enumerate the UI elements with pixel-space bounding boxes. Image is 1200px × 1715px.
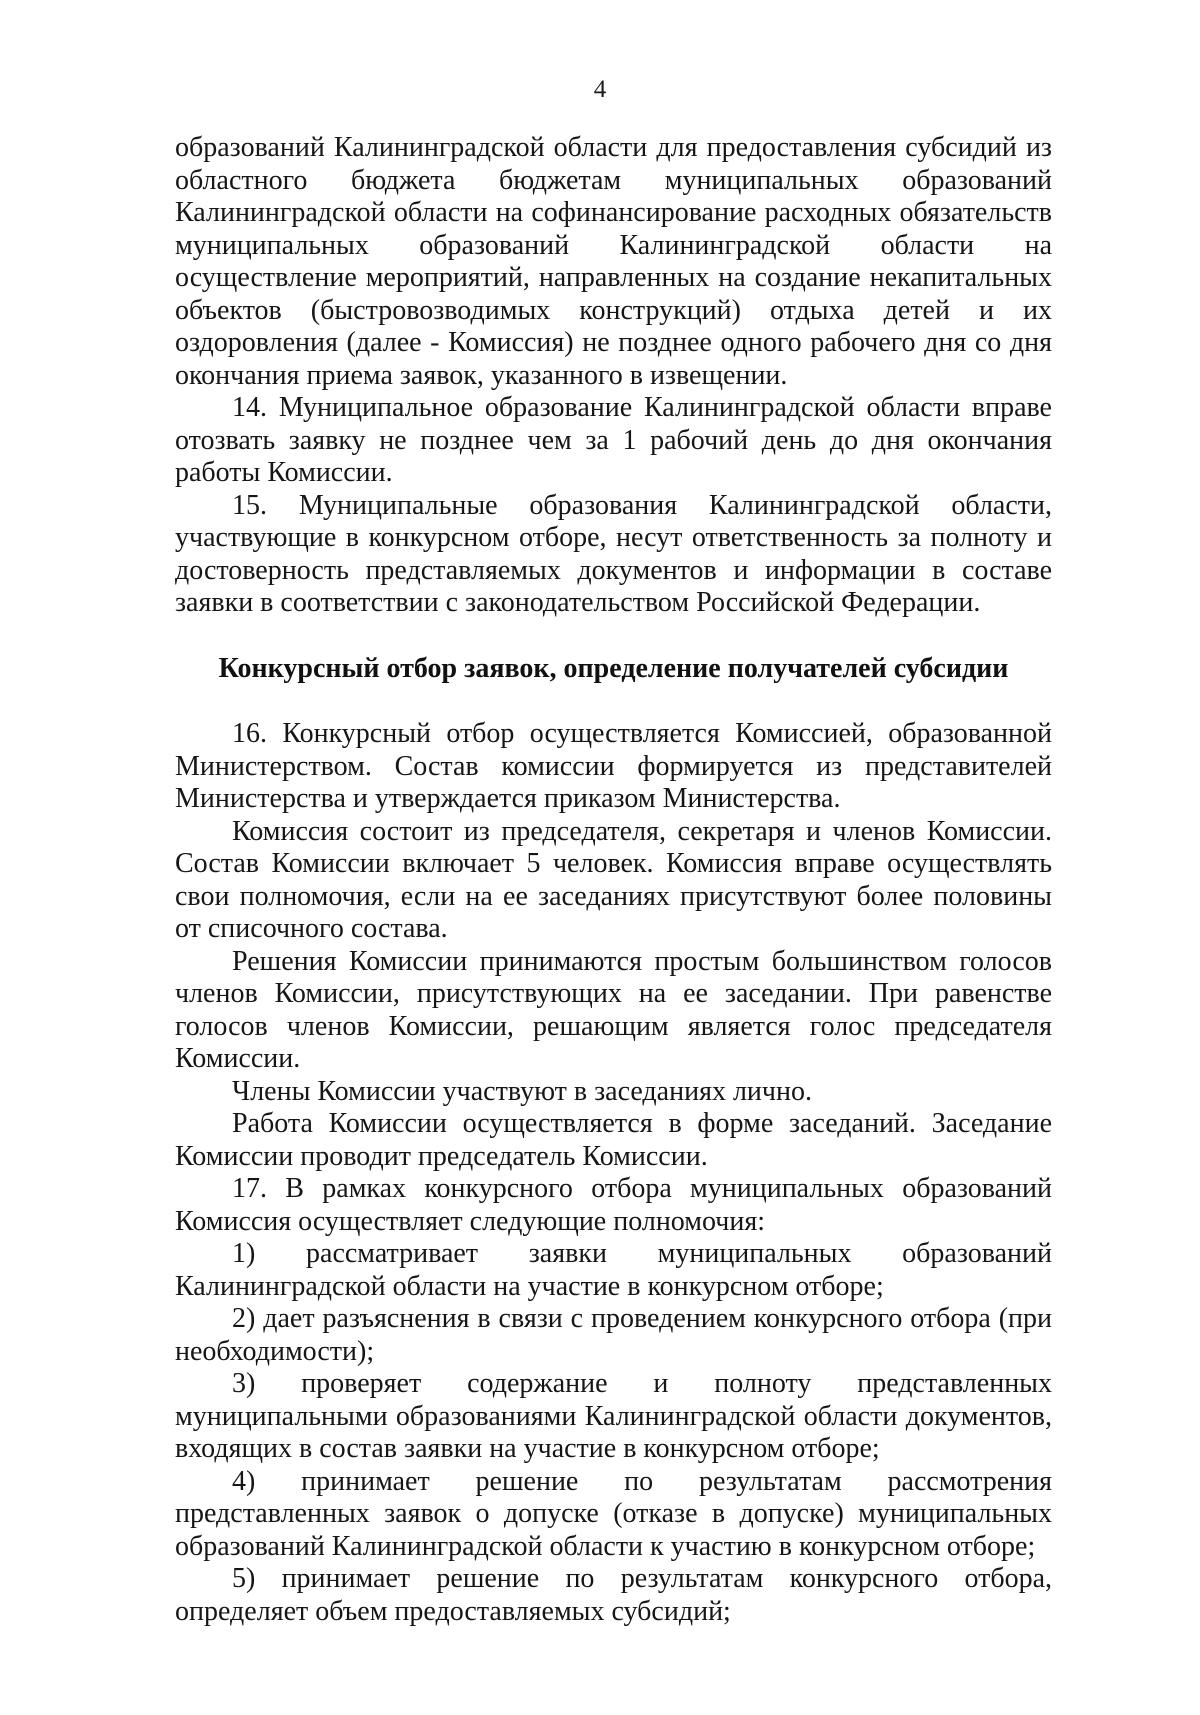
paragraph: Работа Комиссии осуществляется в форме заседаний. Заседание Комиссии проводит председатель Комиссии.: [175, 1108, 1052, 1172]
paragraph: Решения Комиссии принимаются простым большинством голосов членов Комиссии, присутствующих на ее заседании. При равенстве голосов членов Комиссии, решающим является голос председателя Комиссии.: [175, 945, 1052, 1074]
paragraph: 17. В рамках конкурсного отбора муниципальных образований Комиссия осуществляет следующие полномочия:: [175, 1173, 1052, 1237]
list-item: 5) принимает решение по результатам конкурсного отбора, определяет объем предоставляемых субсидий;: [175, 1563, 1052, 1627]
paragraph: 15. Муниципальные образования Калининградской области, участвующие в конкурсном отборе, несут ответственность за полноту и достоверность представляемых документов и информации в составе заявки в соответствии с законодательством Российской Федерации.: [175, 489, 1052, 618]
paragraphs-before-heading: [175, 132, 1052, 620]
section-heading: Конкурсный отбор заявок, определение получателей субсидии: [218, 652, 1009, 684]
list-item: 2) дает разъяснения в связи с проведением конкурсного отбора (при необходимости);: [175, 1303, 1052, 1367]
document-body: [175, 132, 1052, 1628]
paragraphs-after-heading: [175, 718, 1052, 1628]
paragraph: 14. Муниципальное образование Калининградской области вправе отозвать заявку не позднее чем за 1 рабочий день до дня окончания работы Комиссии.: [175, 392, 1052, 488]
paragraph: 16. Конкурсный отбор осуществляется Комиссией, образованной Министерством. Состав комиссии формируется из представителей Министерства и утверждается приказом Министерства.: [175, 718, 1052, 814]
page-number: 4: [593, 76, 607, 103]
paragraph: Комиссия состоит из председателя, секретаря и членов Комиссии. Состав Комиссии включает 5 человек. Комиссия вправе осуществлять свои полномочия, если на ее заседаниях присутствуют более половины от списочного состава.: [175, 815, 1052, 944]
list-item: 4) принимает решение по результатам рассмотрения представленных заявок о допуске (отказе в допуске) муниципальных образований Калининградской области к участию в конкурсном отборе;: [175, 1465, 1052, 1562]
list-item: 1) рассматривает заявки муниципальных образований Калининградской области на участие в конкурсном отборе;: [175, 1238, 1052, 1302]
list-item: 3) проверяет содержание и полноту представленных муниципальными образованиями Калининградской области документов, входящих в состав заявки на участие в конкурсном отборе;: [175, 1368, 1052, 1464]
paragraph: образований Калининградской области для предоставления субсидий из областного бюджета бюджетам муниципальных образований Калининградской области на софинансирование расходных обязательств муниципальных образований Калининградской области на осуществление мероприятий, направленных на создание некапитальных объектов (быстровозводимых конструкций) отдыха детей и их оздоровления (далее - Комиссия) не позднее одного рабочего дня со дня окончания приема заявок, указанного в извещении.: [175, 132, 1052, 391]
paragraph: Члены Комиссии участвуют в заседаниях лично.: [232, 1075, 812, 1107]
